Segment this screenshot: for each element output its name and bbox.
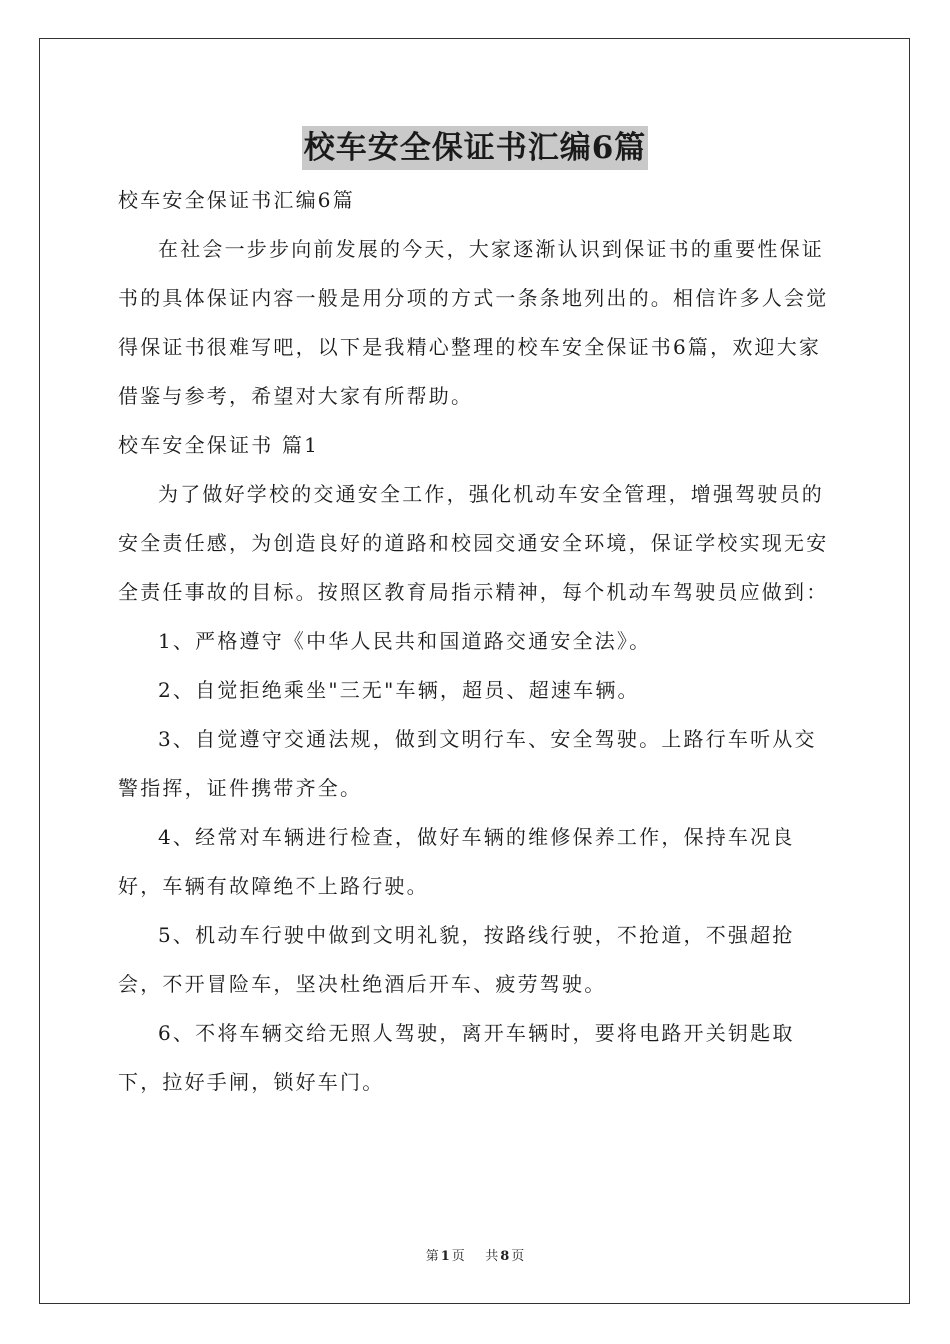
list-item: 5、机动车行驶中做到文明礼貌，按路线行驶，不抢道，不强超抢会，不开冒险车，坚决杜绝酒后开车、疲劳驾驶。 <box>118 923 795 996</box>
page-title: 校车安全保证书汇编6篇 <box>302 126 649 170</box>
section-heading: 校车安全保证书 篇1 <box>118 433 320 457</box>
page-number: 第 1 页 <box>425 1249 465 1264</box>
list-item: 6、不将车辆交给无照人驾驶，离开车辆时，要将电路开关钥匙取下，拉好手闸，锁好车门。 <box>118 1021 795 1094</box>
intro-paragraph: 在社会一步步向前发展的今天，大家逐渐认识到保证书的重要性保证书的具体保证内容一般是用分项的方式一条条地列出的。相信许多人会觉得保证书很难写吧，以下是我精心整理的校车安全保证书6篇，欢迎大家借鉴与参考，希望对大家有所帮助。 <box>118 237 829 408</box>
document-body <box>118 176 834 1107</box>
list-item: 3、自觉遵守交通法规，做到文明行车、安全驾驶。上路行车听从交警指挥，证件携带齐全。 <box>118 727 817 800</box>
page-footer <box>0 1247 950 1267</box>
list-item: 2、自觉拒绝乘坐"三无"车辆，超员、超速车辆。 <box>158 678 640 702</box>
title-container <box>0 126 950 170</box>
page-total: 共 8 页 <box>485 1249 525 1264</box>
section-intro-paragraph: 为了做好学校的交通安全工作，强化机动车安全管理，增强驾驶员的安全责任感，为创造良好的道路和校园交通安全环境，保证学校实现无安全责任事故的目标。按照区教育局指示精神，每个机动车驾驶员应做到： <box>118 482 829 604</box>
list-item: 1、严格遵守《中华人民共和国道路交通安全法》。 <box>158 629 652 653</box>
subtitle-line: 校车安全保证书汇编6篇 <box>118 188 355 212</box>
list-item: 4、经常对车辆进行检查，做好车辆的维修保养工作，保持车况良好，车辆有故障绝不上路行驶。 <box>118 825 795 898</box>
